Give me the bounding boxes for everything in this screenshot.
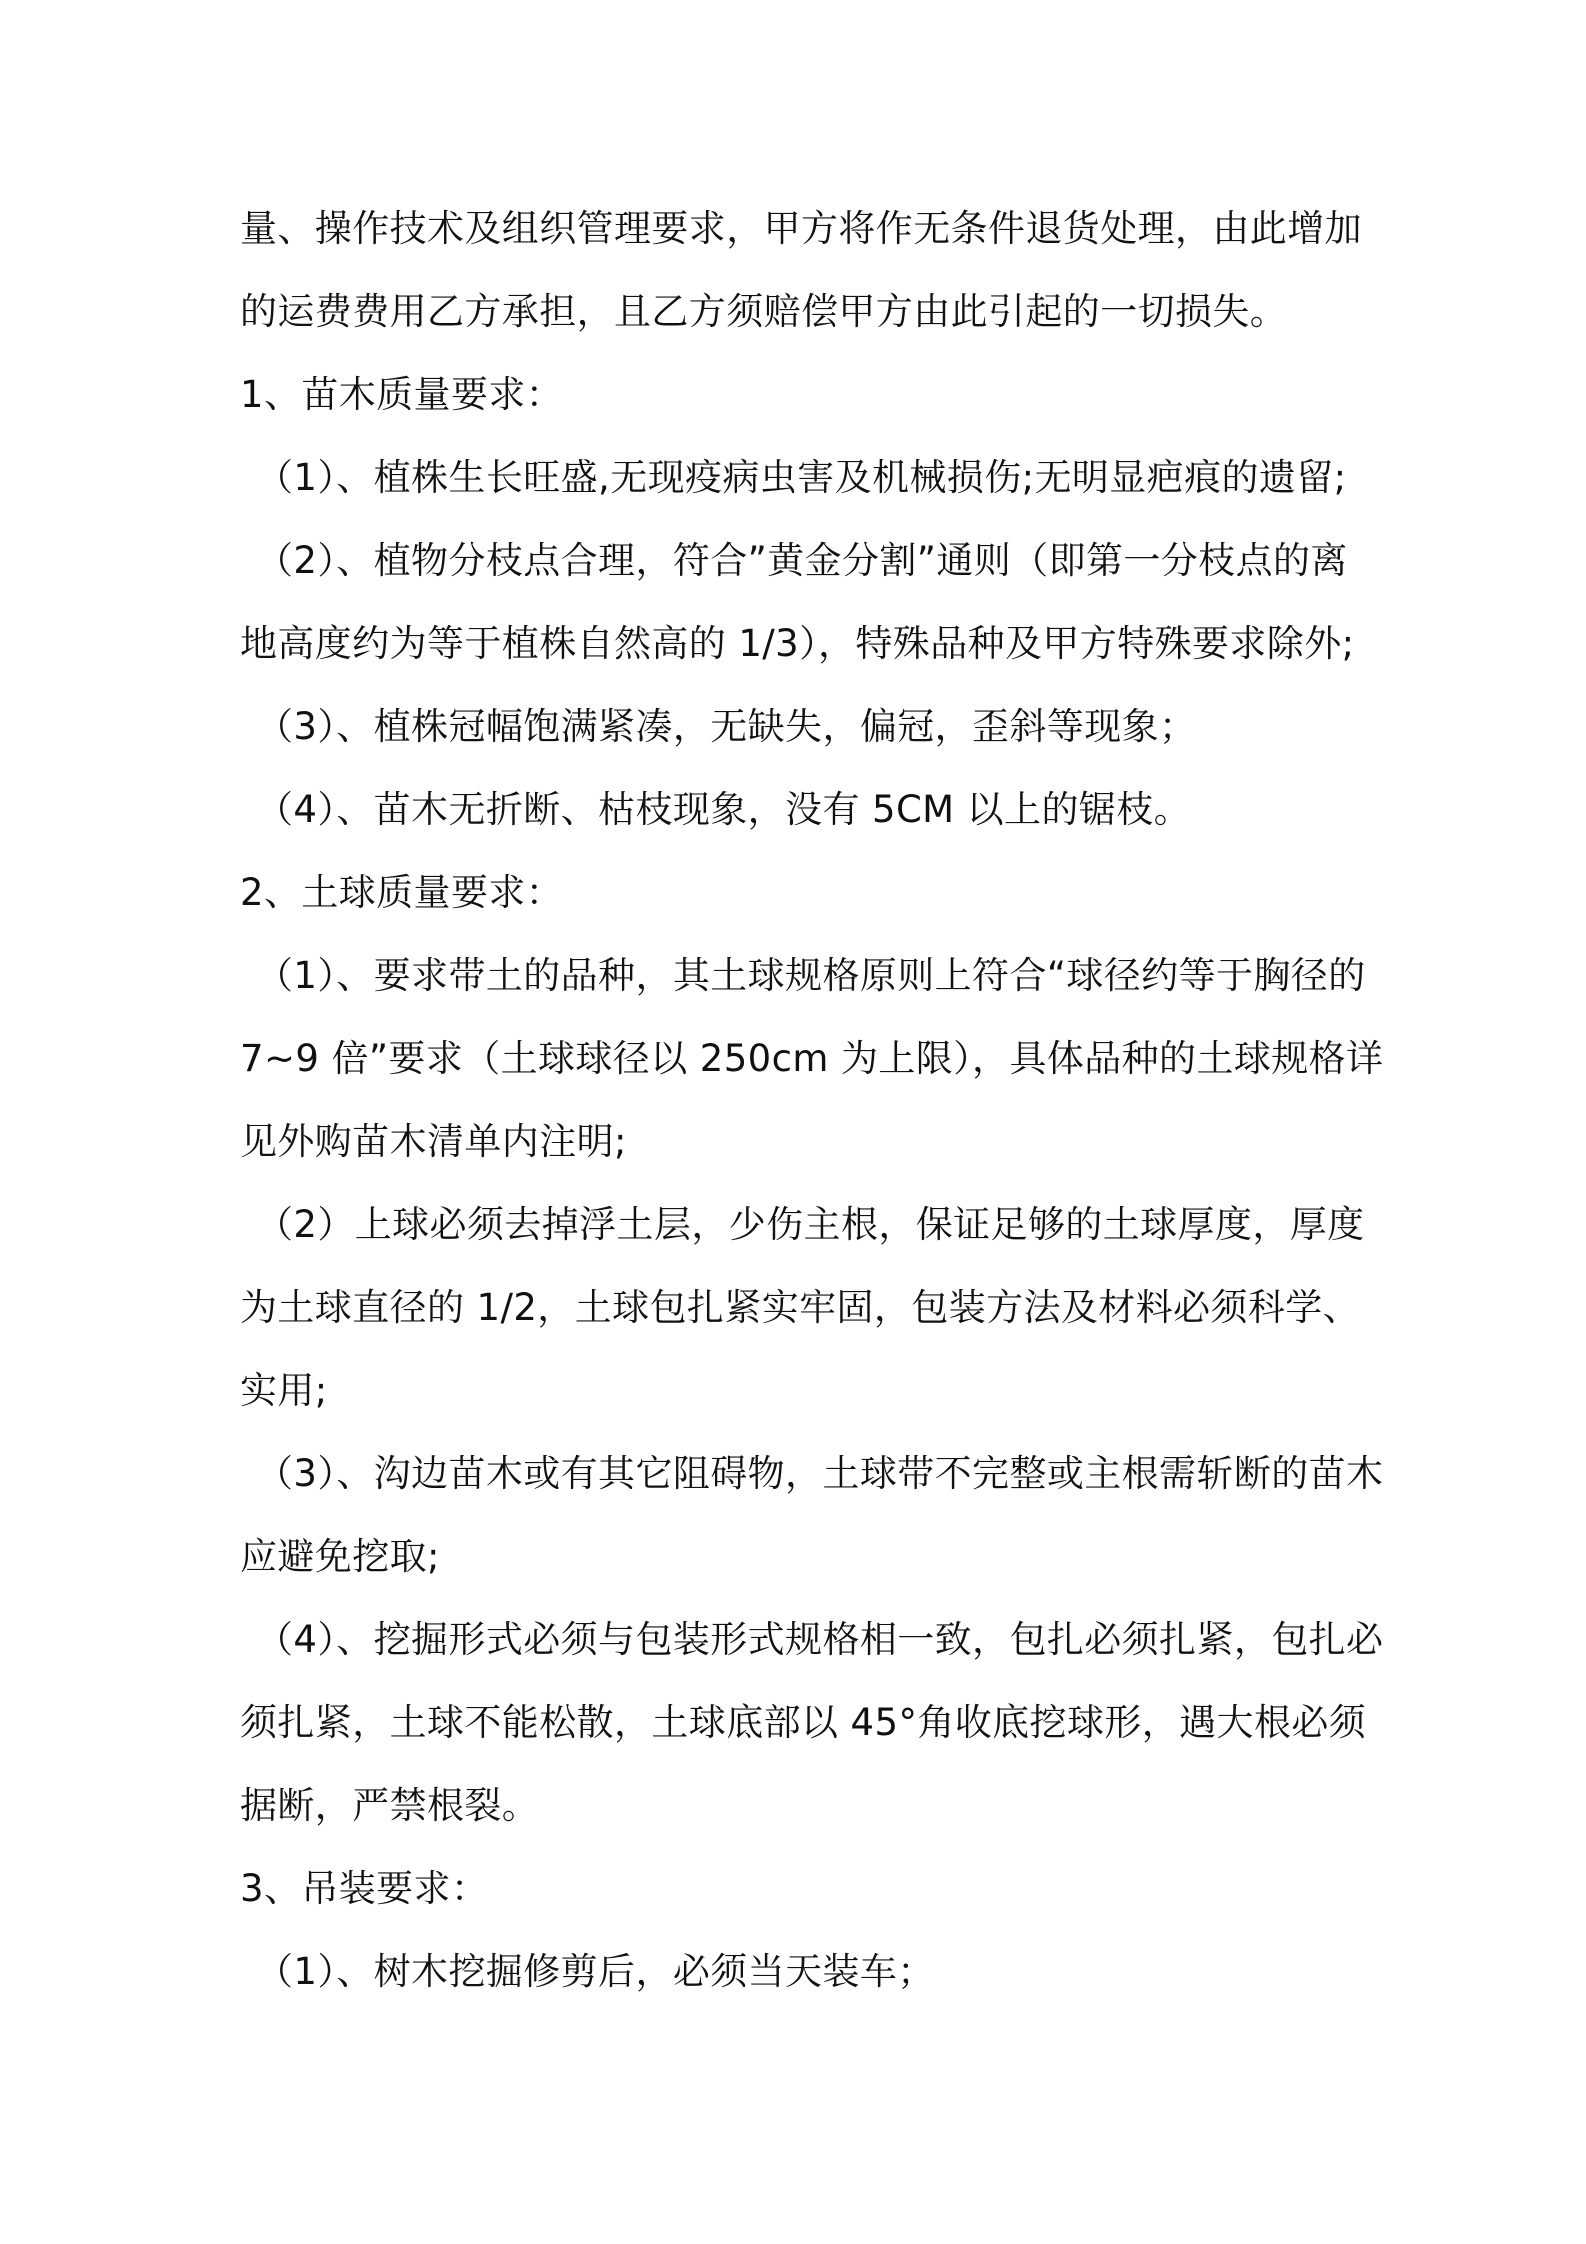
list-item: （2）上球必须去掉浮土层，少伤主根，保证足够的土球厚度，厚度	[256, 1203, 1365, 1246]
list-item: （1）、要求带土的品种，其土球规格原则上符合“球径约等于胸径的	[256, 954, 1366, 997]
list-item-continuation: 7~9 倍”要求（土球球径以 250cm 为上限），具体品种的土球规格详	[240, 1037, 1384, 1080]
list-item: （4）、挖掘形式必须与包装形式规格相一致，包扎必须扎紧，包扎必	[256, 1618, 1384, 1661]
list-item-continuation: 见外购苗木清单内注明;	[240, 1120, 627, 1163]
list-item: （2）、植物分枝点合理，符合”黄金分割”通则（即第一分枝点的离	[256, 539, 1348, 582]
list-item-continuation: 实用;	[240, 1369, 328, 1412]
section-heading: 2、土球质量要求：	[240, 871, 564, 914]
list-item-continuation: 地高度约为等于植株自然高的 1/3），特殊品种及甲方特殊要求除外;	[240, 622, 1355, 665]
list-item: （1）、植株生长旺盛,无现疫病虫害及机械损伤;无明显疤痕的遗留;	[256, 456, 1347, 499]
list-item: （3）、植株冠幅饱满紧凑，无缺失，偏冠，歪斜等现象；	[256, 705, 1197, 748]
list-item: （3）、沟边苗木或有其它阻碍物，土球带不完整或主根需斩断的苗木	[256, 1452, 1384, 1495]
paragraph-line: 量、操作技术及组织管理要求，甲方将作无条件退货处理，由此增加	[240, 207, 1362, 250]
paragraph-line: 的运费费用乙方承担，且乙方须赔偿甲方由此引起的一切损失。	[240, 290, 1288, 333]
section-heading: 1、苗木质量要求：	[240, 373, 564, 416]
list-item: （4）、苗木无折断、枯枝现象，没有 5CM 以上的锯枝。	[256, 788, 1192, 831]
list-item-continuation: 为土球直径的 1/2，土球包扎紧实牢固，包装方法及材料必须科学、	[240, 1286, 1361, 1329]
section-heading: 3、吊装要求：	[240, 1867, 489, 1910]
list-item-continuation: 据断，严禁根裂。	[240, 1784, 540, 1827]
list-item-continuation: 须扎紧，土球不能松散，土球底部以 45°角收底挖球形，遇大根必须	[240, 1701, 1367, 1744]
document-body	[240, 198, 1384, 2024]
list-item: （1）、树木挖掘修剪后，必须当天装车；	[256, 1950, 935, 1993]
list-item-continuation: 应避免挖取;	[240, 1535, 440, 1578]
